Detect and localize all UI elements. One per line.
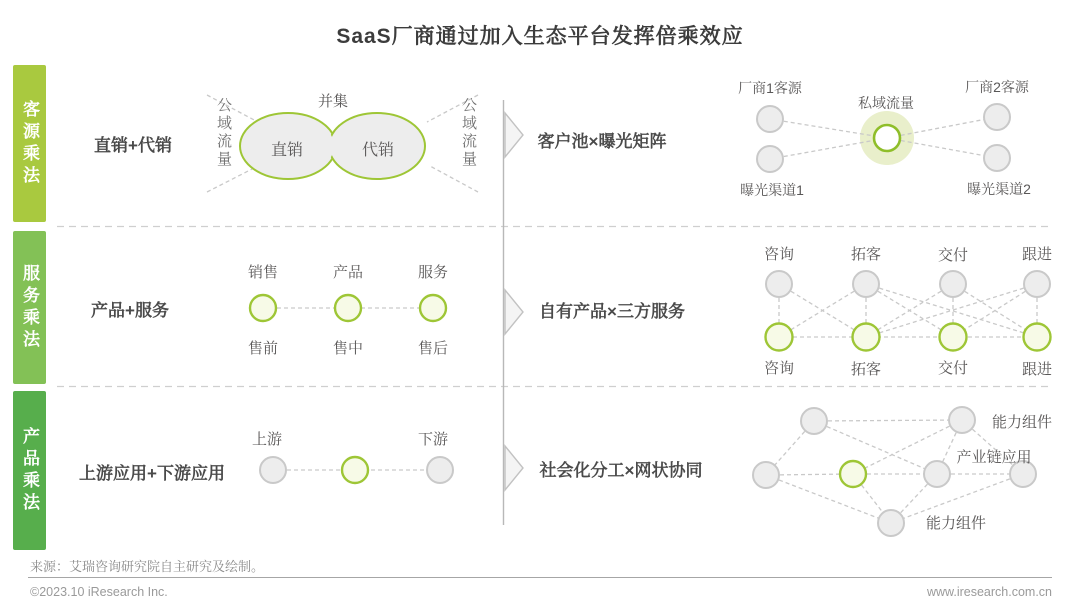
row2-chain-diagram bbox=[250, 295, 446, 321]
row3-left-label: 上游应用+下游应用 bbox=[79, 464, 225, 483]
consult-top-label: 咨询 bbox=[763, 246, 795, 263]
industry-chain-app-label: 产业链应用 bbox=[956, 449, 1032, 466]
arrow-right-icon bbox=[505, 113, 523, 490]
upstream-label: 上游 bbox=[251, 431, 283, 448]
row2-mesh-diagram bbox=[766, 271, 1051, 351]
copyright-text: ©2023.10 iResearch Inc. bbox=[30, 585, 168, 599]
product-label: 产品 bbox=[332, 264, 364, 281]
deliver-bottom-label: 交付 bbox=[937, 360, 969, 377]
sidebar-bar-service-label: 服务乘法 bbox=[20, 263, 39, 352]
sidebar-bar-product bbox=[13, 391, 46, 550]
presale-label: 售前 bbox=[247, 340, 279, 357]
capability-component-bottom-label: 能力组件 bbox=[925, 515, 987, 532]
public-traffic-left-label: 公域流量 bbox=[215, 97, 232, 169]
acquire-bottom-label: 拓客 bbox=[850, 361, 882, 378]
union-label: 并集 bbox=[317, 93, 349, 110]
sidebar-bar-product-label: 产品乘法 bbox=[20, 426, 39, 515]
downstream-label: 下游 bbox=[417, 431, 449, 448]
page-title: SaaS厂商通过加入生态平台发挥倍乘效应 bbox=[336, 25, 744, 48]
sidebar-bar-service bbox=[13, 231, 46, 384]
public-traffic-right-label: 公域流量 bbox=[460, 97, 477, 169]
row3-chain-diagram bbox=[260, 457, 453, 483]
vendor1-source-label: 厂商1客源 bbox=[738, 80, 802, 96]
vendor2-source-label: 厂商2客源 bbox=[965, 79, 1029, 95]
aftersale-label: 售后 bbox=[417, 340, 449, 357]
private-traffic-label: 私域流量 bbox=[858, 95, 914, 111]
consult-bottom-label: 咨询 bbox=[763, 360, 795, 377]
row2-right-label: 自有产品×三方服务 bbox=[539, 302, 685, 321]
row1-left-label: 直销+代销 bbox=[94, 136, 172, 155]
venn-left-label: 直销 bbox=[270, 142, 304, 159]
row2-left-label: 产品+服务 bbox=[91, 301, 169, 320]
source-note: 来源：艾瑞咨询研究院自主研究及绘制。 bbox=[30, 559, 265, 574]
capability-component-top-label: 能力组件 bbox=[991, 414, 1053, 431]
website-text: www.iresearch.com.cn bbox=[926, 585, 1052, 599]
sidebar-bar-customer-label: 客源乘法 bbox=[20, 99, 39, 188]
sales-label: 销售 bbox=[247, 264, 279, 281]
row1-network-diagram bbox=[757, 104, 1010, 172]
exposure-channel2-label: 曝光渠道2 bbox=[967, 181, 1031, 197]
acquire-top-label: 拓客 bbox=[850, 246, 882, 263]
exposure-channel1-label: 曝光渠道1 bbox=[740, 182, 804, 198]
follow-top-label: 跟进 bbox=[1021, 246, 1053, 263]
midsale-label: 售中 bbox=[332, 340, 364, 357]
follow-bottom-label: 跟进 bbox=[1021, 361, 1053, 378]
deliver-top-label: 交付 bbox=[937, 247, 969, 264]
footer-divider bbox=[28, 577, 1052, 578]
sidebar-bar-customer bbox=[13, 65, 46, 222]
row1-right-label: 客户池×曝光矩阵 bbox=[537, 132, 667, 151]
venn-right-label: 代销 bbox=[361, 142, 395, 159]
row3-right-label: 社会化分工×网状协同 bbox=[539, 461, 703, 480]
service-label: 服务 bbox=[417, 264, 449, 281]
